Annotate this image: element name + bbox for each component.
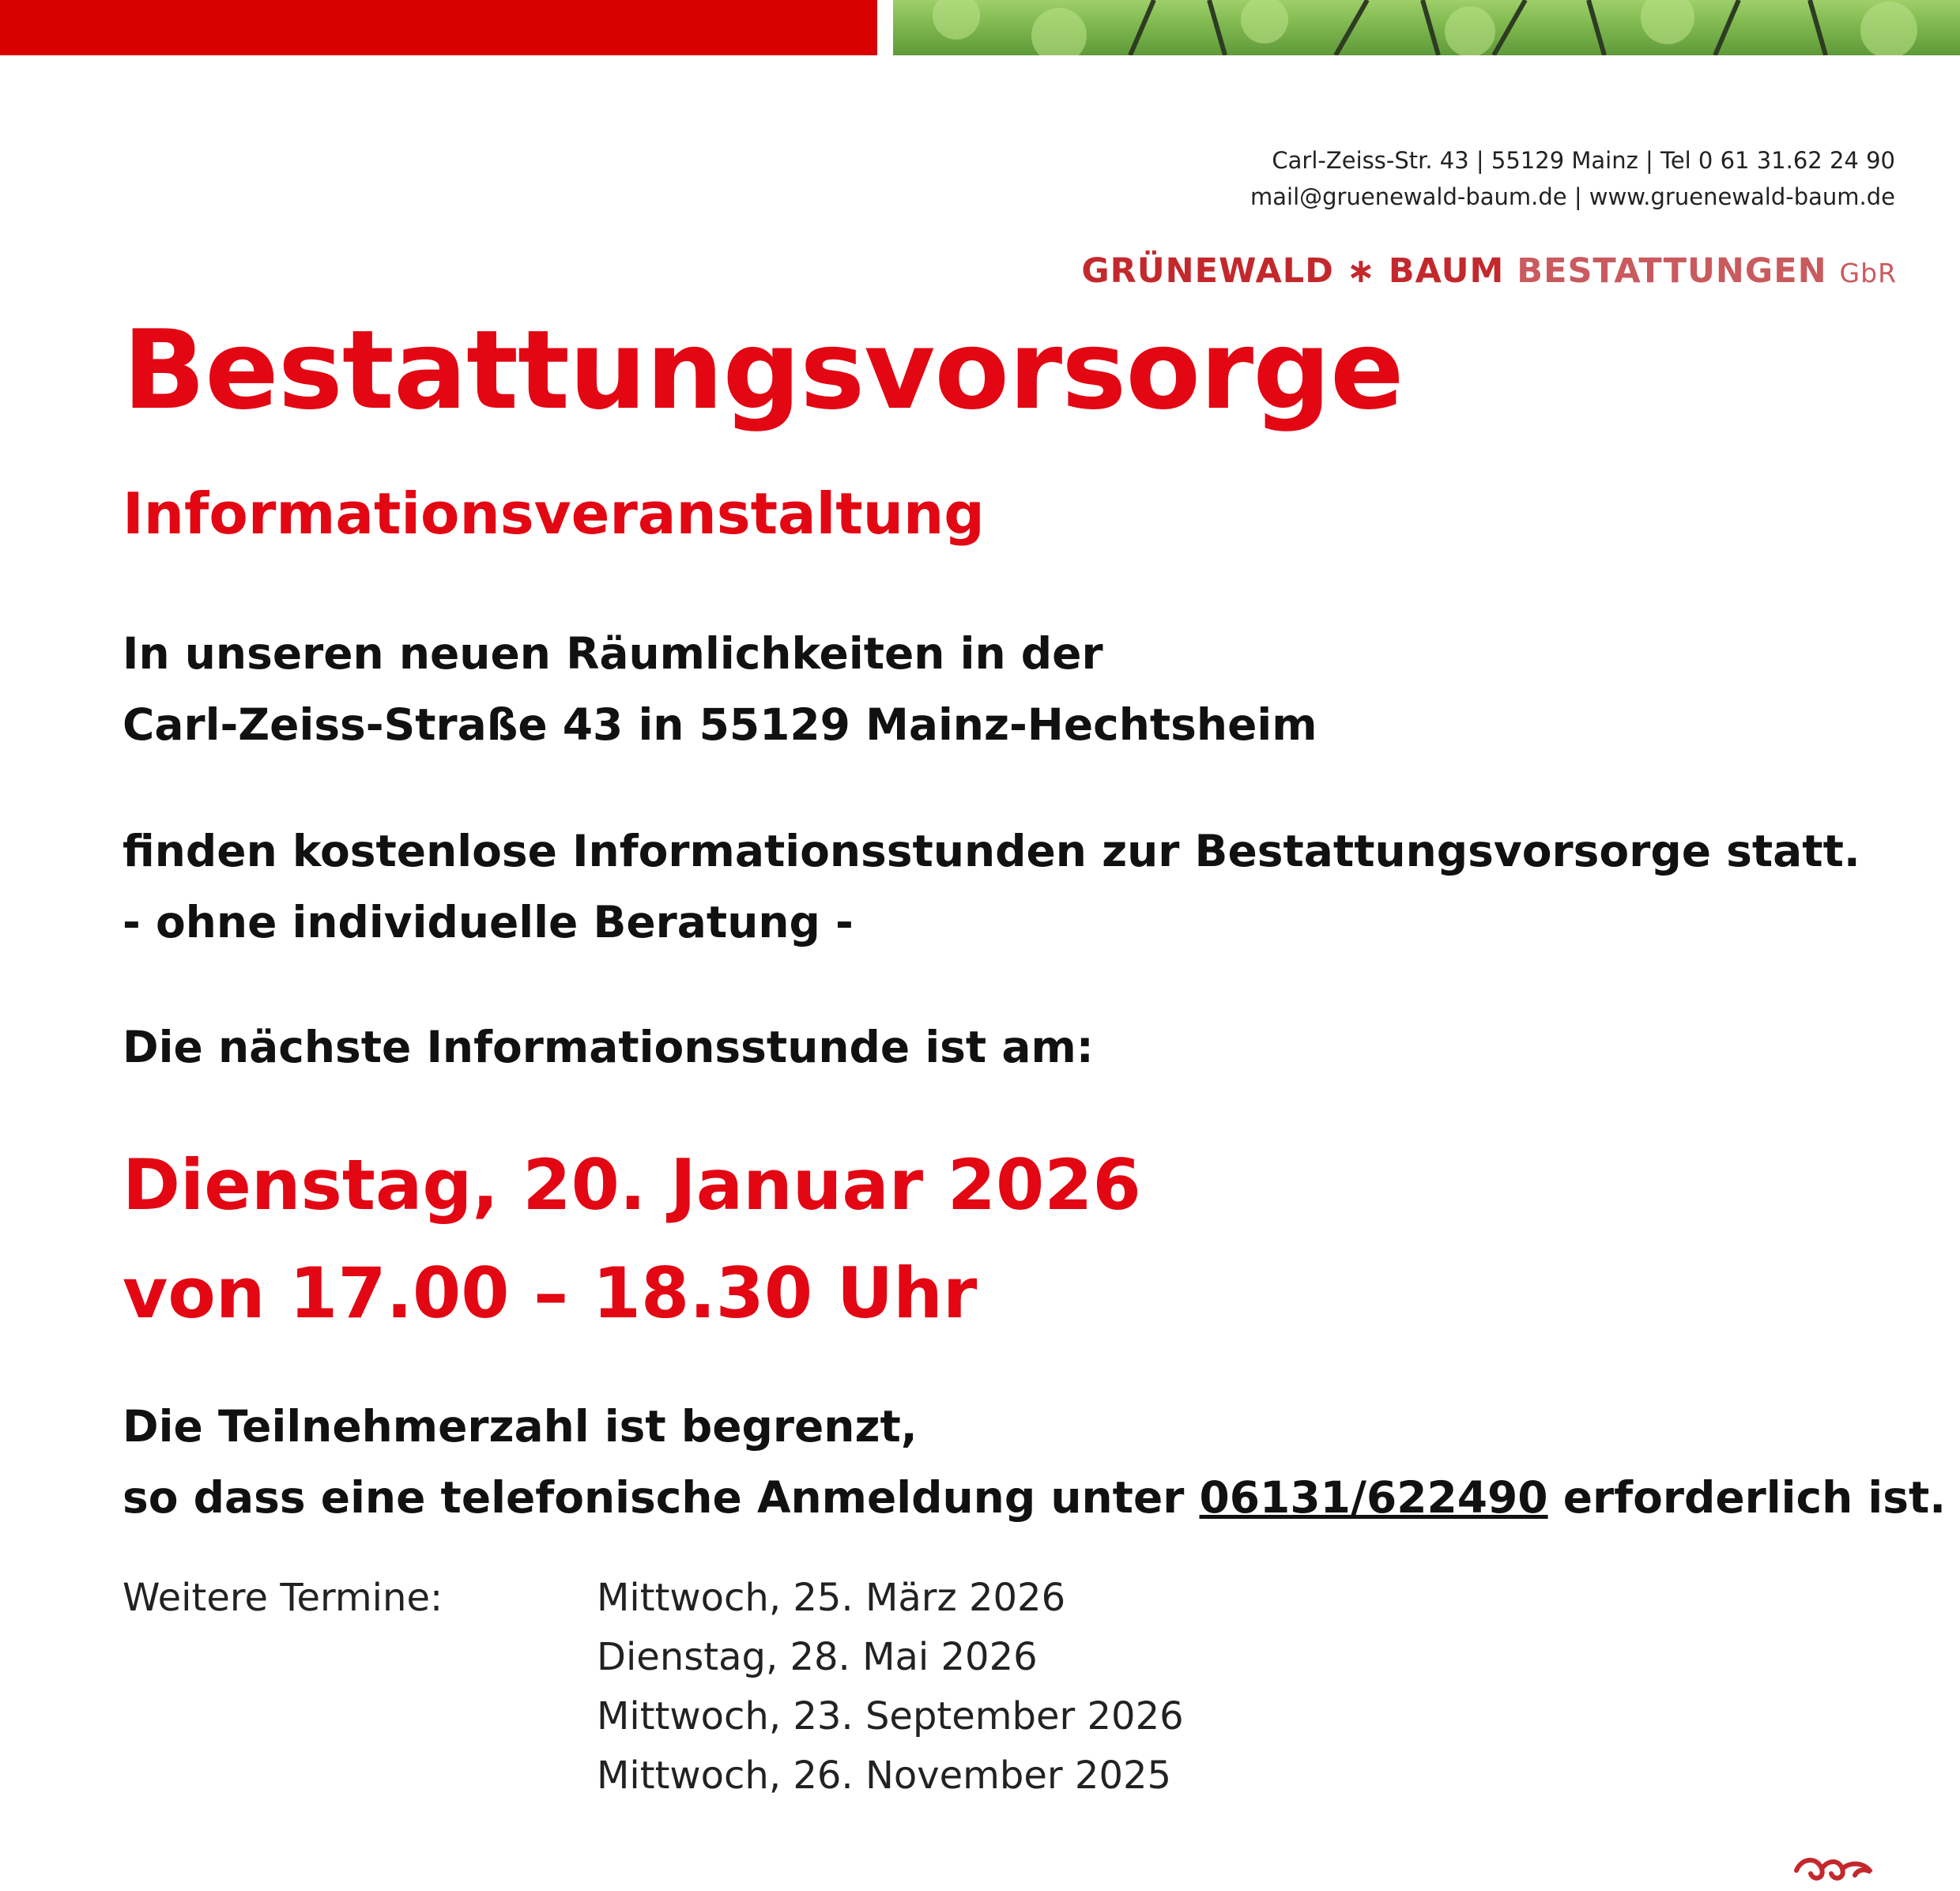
more-dates-list bbox=[597, 1569, 1184, 1806]
more-date-item: Mittwoch, 23. September 2026 bbox=[597, 1694, 1184, 1738]
header-red-bar bbox=[0, 0, 877, 55]
registration-prefix: so dass eine telefonische Anmeldung unter bbox=[122, 1472, 1200, 1523]
phone-link[interactable]: 06131/622490 bbox=[1199, 1472, 1548, 1523]
brand-main: GRÜNEWALD ∗ BAUM bbox=[1081, 251, 1505, 291]
info-line-2: - ohne individuelle Beratung - bbox=[122, 897, 854, 947]
next-event-time: von 17.00 – 18.30 Uhr bbox=[122, 1253, 978, 1334]
brand-secondary: BESTATTUNGEN bbox=[1517, 251, 1827, 291]
intro-line-2: Carl-Zeiss-Straße 43 in 55129 Mainz-Hechtsheim bbox=[122, 699, 1317, 750]
page-subtitle: Informationsveranstaltung bbox=[122, 480, 985, 547]
more-date-item: Dienstag, 28. Mai 2026 bbox=[597, 1635, 1038, 1679]
next-label: Die nächste Informationsstunde ist am: bbox=[122, 1022, 1094, 1072]
more-date-item: Mittwoch, 26. November 2025 bbox=[597, 1754, 1172, 1798]
next-event-date: Dienstag, 20. Januar 2026 bbox=[122, 1144, 1141, 1226]
contact-block bbox=[1250, 142, 1895, 215]
more-dates-label: Weitere Termine: bbox=[122, 1576, 443, 1620]
registration-line-1: Die Teilnehmerzahl ist begrenzt, bbox=[122, 1401, 918, 1452]
page-title: Bestattungsvorsorge bbox=[122, 307, 1404, 434]
registration-line-2 bbox=[122, 1462, 1946, 1533]
intro-paragraph bbox=[122, 618, 1317, 760]
brand-logo bbox=[1081, 251, 1897, 291]
address-line: Carl-Zeiss-Str. 43 | 55129 Mainz | Tel 0 61 31.62 24 90 bbox=[1272, 147, 1895, 174]
info-line-1: finden kostenlose Informationsstunden zur Bestattungsvorsorge statt. bbox=[122, 826, 1860, 876]
registration-suffix: erforderlich ist. bbox=[1547, 1472, 1947, 1523]
brand-suffix: GbR bbox=[1839, 258, 1897, 288]
intro-line-1: In unseren neuen Räumlichkeiten in der bbox=[122, 628, 1103, 679]
more-date-item: Mittwoch, 25. März 2026 bbox=[597, 1576, 1066, 1620]
header-tree-photo bbox=[893, 0, 1960, 55]
web-line[interactable]: mail@gruenewald-baum.de | www.gruenewald-baum.de bbox=[1250, 183, 1895, 210]
floral-ornament-icon bbox=[1790, 1853, 1877, 1885]
registration-paragraph bbox=[122, 1391, 1946, 1533]
info-paragraph bbox=[122, 816, 1860, 958]
